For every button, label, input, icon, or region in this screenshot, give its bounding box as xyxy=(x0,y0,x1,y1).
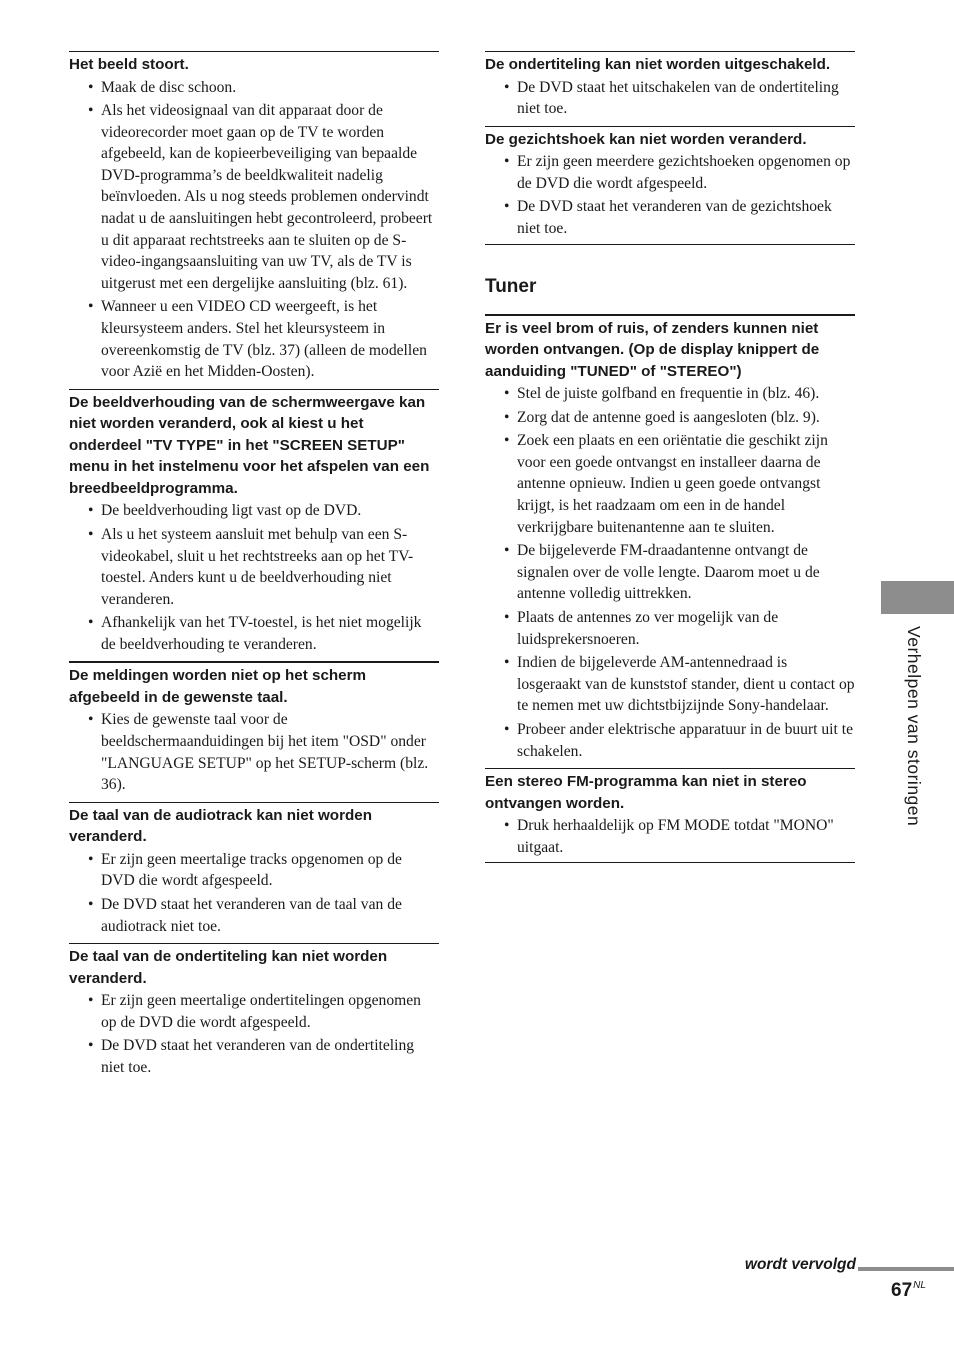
continued-indicator xyxy=(700,1254,954,1280)
section-heading: De meldingen worden niet op het scherm afgebeeld in de gewenste taal. xyxy=(69,667,367,706)
section-subtitle-language xyxy=(69,943,439,1078)
list-item: • De DVD staat het veranderen van de gezichtshoek niet toe. xyxy=(485,196,855,239)
left-column xyxy=(69,51,439,1085)
list-item: • Er zijn geen meerdere gezichtshoeken opgenomen op de DVD die wordt afgespeeld. xyxy=(485,151,855,194)
section-heading: Het beeld stoort. xyxy=(69,56,189,73)
bullet-list xyxy=(485,77,855,120)
list-item: • De beeldverhouding ligt vast op de DVD. xyxy=(69,500,439,522)
list-item: • De DVD staat het veranderen van de taal van de audiotrack niet toe. xyxy=(69,894,439,937)
list-item: • De DVD staat het veranderen van de ondertiteling niet toe. xyxy=(69,1035,439,1078)
bullet-list xyxy=(485,383,855,762)
section-audio-track xyxy=(69,802,439,937)
page-language-suffix: NL xyxy=(913,1280,926,1291)
list-item: • Als het videosignaal van dit apparaat door de videorecorder moet gaan op de TV te worden afgebeeld, kan de kopieerbeveiliging van bepaalde DVD-programma’s de beeldkwaliteit nadelig beïnvloeden. Als u nog steeds problemen ondervindt nadat u de aansluitingen hebt gecontroleerd, probeert u dit apparaat rechtstreeks aan te sluiten op de S-video-ingangsaansluiting van uw TV, als de TV is uitgerust met een dergelijke aansluiting (blz. 61). xyxy=(69,100,439,294)
section-reception-noise xyxy=(485,314,855,763)
section-fm-stereo xyxy=(485,768,855,863)
section-heading: Er is veel brom of ruis, of zenders kunnen niet worden ontvangen. (Op de display knippert de aanduiding "TUNED" of "STEREO") xyxy=(485,319,820,380)
section-picture-noise xyxy=(69,51,439,383)
list-item: • Er zijn geen meertalige tracks opgenomen op de DVD die wordt afgespeeld. xyxy=(69,849,439,892)
section-heading: De gezichtshoek kan niet worden veranderd. xyxy=(485,130,807,148)
page-number-value: 67 xyxy=(891,1280,913,1301)
continued-label: wordt vervolgd xyxy=(744,1256,856,1273)
list-item: • Druk herhaaldelijk op FM MODE totdat "MONO" uitgaat. xyxy=(485,815,855,858)
list-item: • Als u het systeem aansluit met behulp van een S-videokabel, sluit u het rechtstreeks aan op het TV-toestel. Anders kunt u de beeldverhouding niet veranderen. xyxy=(69,524,439,610)
section-subtitle-off xyxy=(485,51,855,120)
right-column xyxy=(485,51,855,869)
section-osd-language xyxy=(69,661,439,795)
bullet-list xyxy=(69,500,439,655)
bullet-list xyxy=(69,990,439,1078)
section-aspect-ratio xyxy=(69,389,439,656)
chapter-side-label: Verhelpen van storingen xyxy=(904,626,924,827)
list-item: • Wanneer u een VIDEO CD weergeeft, is het kleursysteem anders. Stel het kleursysteem in overeenkomstig de TV (blz. 37) (alleen de modellen voor Azië en het Midden-Oosten). xyxy=(69,296,439,382)
list-item: • Plaats de antennes zo ver mogelijk van de luidsprekersnoeren. xyxy=(485,607,855,650)
list-item: • Zorg dat de antenne goed is aangesloten (blz. 9). xyxy=(485,407,855,429)
list-item: • Indien de bijgeleverde AM-antennedraad is losgeraakt van de kunststof stander, dient u contact op te nemen met uw dichtstbijzijnde Sony-handelaar. xyxy=(485,652,855,717)
section-angle xyxy=(485,126,855,245)
list-item: • Kies de gewenste taal voor de beeldschermaanduidingen bij het item "OSD" onder "LANGUAGE SETUP" op het SETUP-scherm (blz. 36). xyxy=(69,709,439,795)
section-end-rule xyxy=(485,244,855,245)
tuner-section-title: Tuner xyxy=(485,275,537,297)
list-item: • Stel de juiste golfband en frequentie in (blz. 46). xyxy=(485,383,855,405)
list-item: • De DVD staat het uitschakelen van de ondertiteling niet toe. xyxy=(485,77,855,120)
chapter-tab-marker xyxy=(881,581,954,614)
list-item: • Afhankelijk van het TV-toestel, is het niet mogelijk de beeldverhouding te veranderen. xyxy=(69,612,439,655)
continued-bar xyxy=(858,1267,954,1271)
list-item: • De bijgeleverde FM-draadantenne ontvangt de signalen over de volle lengte. Daarom moet u de antenne volledig uittrekken. xyxy=(485,540,855,605)
bullet-list xyxy=(69,77,439,383)
bullet-list xyxy=(485,815,855,858)
section-heading: De taal van de audiotrack kan niet worden veranderd. xyxy=(69,806,372,846)
section-heading: De beeldverhouding van de schermweergave kan niet worden veranderd, ook al kiest u het onderdeel "TV TYPE" in het "SCREEN SETUP" menu in het instelmenu voor het afspelen van een breedbeeldprogramma. xyxy=(69,393,430,497)
list-item: • Er zijn geen meertalige ondertitelingen opgenomen op de DVD die wordt afgespeeld. xyxy=(69,990,439,1033)
page-number xyxy=(891,1280,926,1302)
section-heading: De taal van de ondertiteling kan niet worden veranderd. xyxy=(69,948,388,987)
bullet-list xyxy=(485,151,855,239)
list-item: • Probeer ander elektrische apparatuur in de buurt uit te schakelen. xyxy=(485,719,855,762)
section-end-rule xyxy=(485,862,855,863)
list-item: • Maak de disc schoon. xyxy=(69,77,439,99)
list-item: • Zoek een plaats en een oriëntatie die geschikt zijn voor een goede ontvangst en installeer daarna de antenne opnieuw. Indien u geen goede ontvangst krijgt, is het raadzaam om een in de handel verkrijgbare buitenantenne aan te sluiten. xyxy=(485,430,855,538)
bullet-list xyxy=(69,849,439,937)
section-heading: Een stereo FM-programma kan niet in stereo ontvangen worden. xyxy=(485,773,807,812)
section-heading: De ondertiteling kan niet worden uitgeschakeld. xyxy=(485,56,831,73)
bullet-list xyxy=(69,709,439,795)
